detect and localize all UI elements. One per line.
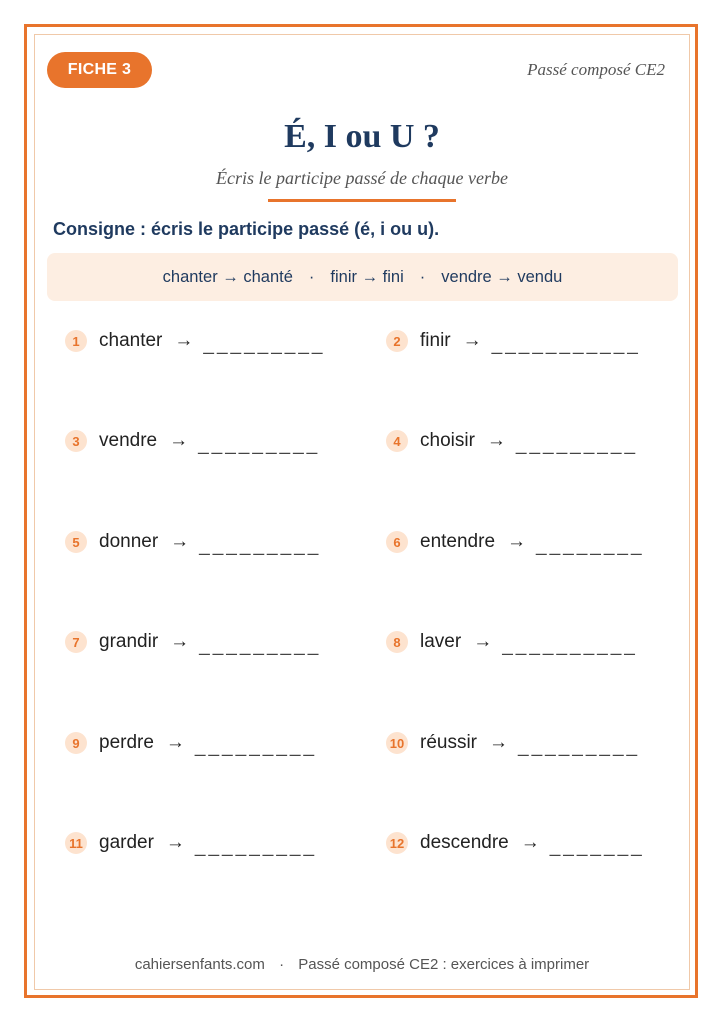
footer-site: cahiersenfants.com xyxy=(134,956,265,973)
arrow-icon: → xyxy=(170,631,190,652)
answer-blank[interactable]: ________ xyxy=(536,535,645,556)
item-verb: vendre xyxy=(99,430,158,451)
arrow-icon: → xyxy=(462,330,482,351)
instruction-text: Consigne : écris le participe passé (é, i ou u). xyxy=(53,219,440,239)
arrow-icon: → xyxy=(507,531,527,552)
item-verb: choisir xyxy=(420,430,475,451)
arrow-icon: → xyxy=(165,732,185,753)
exercise-item xyxy=(386,426,638,456)
item-number-badge: 9 xyxy=(65,732,87,754)
subject-label: Passé composé CE2 xyxy=(527,60,665,79)
answer-blank[interactable]: _________ xyxy=(199,535,322,556)
item-number-badge: 12 xyxy=(386,832,408,854)
sheet-badge: FICHE 3 xyxy=(47,52,152,88)
item-number-badge: 11 xyxy=(65,832,87,854)
item-number-badge: 4 xyxy=(386,430,408,452)
answer-blank[interactable]: _______ xyxy=(549,836,645,857)
arrow-icon: → xyxy=(489,732,509,753)
example-1: chanter → chanté xyxy=(162,267,293,286)
exercise-item xyxy=(386,627,638,657)
page-footer xyxy=(0,956,724,973)
item-verb: donner xyxy=(99,531,159,552)
arrow-icon: → xyxy=(165,832,185,853)
arrow-icon: → xyxy=(169,430,189,451)
exercise-item xyxy=(386,828,645,858)
item-number-badge: 10 xyxy=(386,732,408,754)
page-subtitle: Écris le participe passé de chaque verbe xyxy=(216,168,508,188)
item-verb: perdre xyxy=(99,732,154,753)
exercise-item xyxy=(65,527,321,557)
answer-blank[interactable]: _________ xyxy=(515,434,639,455)
item-verb: garder xyxy=(99,832,154,853)
item-verb: descendre xyxy=(420,832,509,853)
footer-separator: · xyxy=(279,956,285,973)
arrow-icon: → xyxy=(520,832,540,853)
answer-blank[interactable]: ___________ xyxy=(491,334,641,355)
exercise-item xyxy=(386,527,645,557)
item-verb: entendre xyxy=(420,531,496,552)
arrow-icon: → xyxy=(170,531,190,552)
example-separator: · xyxy=(308,267,315,286)
item-number-badge: 5 xyxy=(65,531,87,553)
example-3: vendre → vendu xyxy=(441,267,563,286)
item-verb: réussir xyxy=(420,732,478,753)
exercise-item xyxy=(65,627,321,657)
item-verb: chanter xyxy=(99,330,163,351)
answer-blank[interactable]: __________ xyxy=(502,635,638,656)
arrow-icon: → xyxy=(486,430,506,451)
arrow-icon: → xyxy=(174,330,194,351)
item-number-badge: 2 xyxy=(386,330,408,352)
answer-blank[interactable]: _________ xyxy=(194,736,318,757)
answer-blank[interactable]: _________ xyxy=(203,334,326,355)
item-number-badge: 1 xyxy=(65,330,87,352)
item-number-badge: 8 xyxy=(386,631,408,653)
item-number-badge: 3 xyxy=(65,430,87,452)
item-number-badge: 7 xyxy=(65,631,87,653)
item-verb: laver xyxy=(420,631,462,652)
example-2: finir → fini xyxy=(330,267,404,286)
title-underline xyxy=(268,199,456,202)
exercise-item xyxy=(386,326,641,356)
answer-blank[interactable]: _________ xyxy=(194,836,318,857)
exercise-item xyxy=(65,326,325,356)
example-separator: · xyxy=(419,267,426,286)
exercise-item xyxy=(65,728,317,758)
answer-blank[interactable]: _________ xyxy=(518,736,641,757)
arrow-icon: → xyxy=(473,631,493,652)
exercise-item xyxy=(65,426,320,456)
page-title: É, I ou U ? xyxy=(284,118,440,155)
exercise-item xyxy=(65,828,317,858)
item-number-badge: 6 xyxy=(386,531,408,553)
answer-blank[interactable]: _________ xyxy=(199,635,322,656)
item-verb: grandir xyxy=(99,631,159,652)
footer-text: Passé composé CE2 : exercices à imprimer xyxy=(298,956,590,973)
answer-blank[interactable]: _________ xyxy=(198,434,321,455)
exercise-item xyxy=(386,728,640,758)
example-box xyxy=(47,253,678,301)
item-verb: finir xyxy=(420,330,451,351)
